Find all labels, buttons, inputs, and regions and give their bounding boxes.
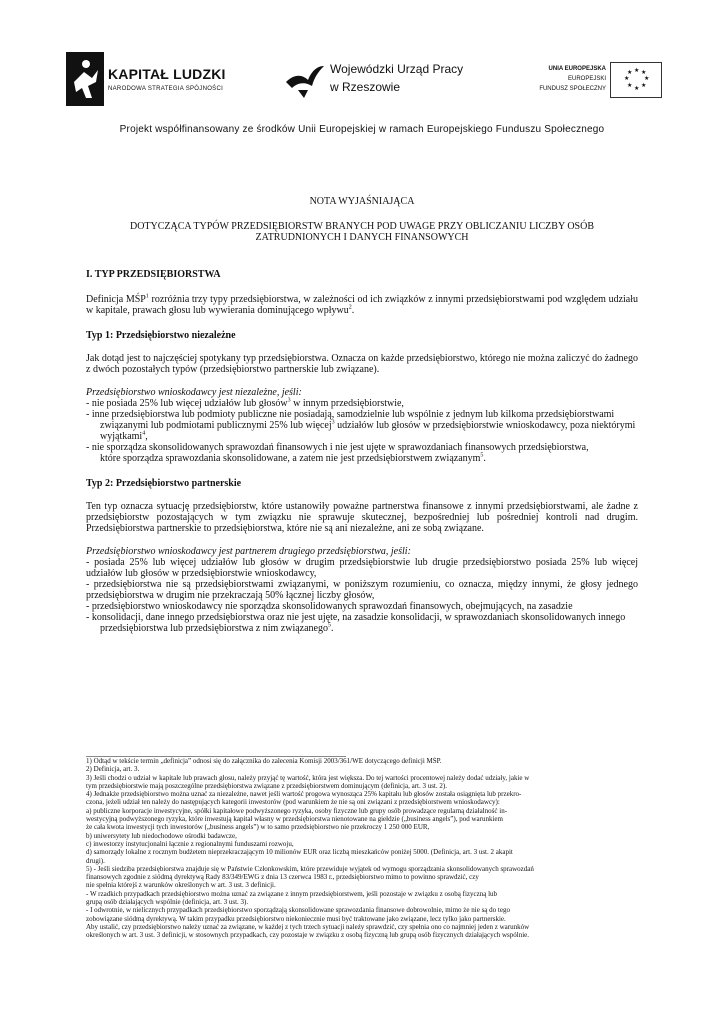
- footnote-line: Aby ustalić, czy przedsiębiorstwo należy uznać za związane, w każdej z tych trzech sytuacji należy sprawdzić, czy spełnia ono co najmniej jeden z warunków: [86, 922, 530, 931]
- cofinancing-banner: Projekt współfinansowany ze środków Unii Europejskiej w ramach Europejskiego Funduszu Społecznego: [119, 124, 605, 135]
- typ1-bullet-3-cont: które sporządza sprawozdania skonsolidowane, a zatem nie jest przedsiębiorstwem związanym$^5$.: [100, 452, 486, 464]
- footnote-line: finansowych zgodnie z siódmą dyrektywą Rady 83/349/EWG z dnia 13 czerwca 1983 r., przedsiębiorstwo mimo to powinno sprawdzić, czy: [86, 873, 479, 882]
- ue-line1: UNIA EUROPEJSKA: [548, 66, 606, 72]
- svg-text:★: ★: [634, 67, 640, 74]
- footnote-line: 4) Jednakże przedsiębiorstwo można uznać za niezależne, nawet jeśli wartość progowa wynosząca 25% kapitału lub głosów została osiągnięta lub przekro-: [86, 790, 522, 799]
- ue-logo: [520, 62, 662, 104]
- footnote-line: 3) Jeśli chodzi o udział w kapitale lub prawach głosu, należy przyjąć tę wartość, która jest większa. Do tej wartości procentowej należy dodać udziały, jakie w: [86, 773, 530, 782]
- typ1-bullet-2c: udziałów lub głosów w przedsiębiorstwie wnioskodawcy, poza niektórymi: [334, 420, 636, 431]
- footnote-line: d) samorządy lokalne z rocznym budżetem nieprzekraczającym 10 milionów EUR oraz liczbą mieszkańców poniżej 5000. (Definicja, art. 3 ust. 2 akapit: [86, 848, 513, 857]
- doc-subtitle-line1: DOTYCZĄCA TYPÓW PRZEDSIĘBIORSTW BRANYCH POD UWAGE PRZY OBLICZANIU LICZBY OSÓB: [129, 221, 594, 232]
- kapital-ludzki-title: KAPITAŁ LUDZKI: [108, 66, 226, 82]
- ue-text-block: [539, 64, 606, 94]
- typ1-condition-intro: Przedsiębiorstwo wnioskodawcy jest niezależne, jeśli:: [86, 387, 302, 398]
- svg-text:★: ★: [627, 69, 633, 76]
- typ1-bullet-2-cont: związanymi lub podmiotami publicznymi 25% lub więcej$^3$ udziałów lub głosów w przedsiębiorstwie wnioskodawcy, poza niektórymi: [100, 419, 636, 431]
- typ2-bullet-5-text: przedsiębiorstwa lub przedsiębiorstwa z nim związanego: [100, 623, 328, 634]
- typ1-bullet-1a: - nie posiada 25% lub więcej udziałów lub głosów: [86, 398, 288, 409]
- footnote-line: grupą osób działających wspólnie (definicja, art. 3 ust. 3).: [86, 898, 249, 907]
- footnote-line: - W rzadkich przypadkach przedsiębiorstwo można uznać za związane z innym przedsiębiorstwem, jeśli pozostaje w związku z osobą fizyczną lub: [86, 889, 498, 898]
- wup-name-line1: Wojewódzki Urząd Pracy: [330, 62, 464, 76]
- footnote-line: nie spełnia którejś z warunków określonych w art. 3 ust. 3 definicji.: [86, 881, 276, 890]
- svg-text:★: ★: [641, 82, 647, 89]
- footnote-line: czona, jeżeli udział ten należy do następujących kategorii inwestorów (pod warunkiem że nie są oni związani z przedsiębiorstwem wnioskodawcy):: [86, 798, 500, 807]
- typ1-bullet-2d: wyjątkami: [100, 431, 143, 442]
- wup-name-line2: w Rzeszowie: [330, 80, 401, 94]
- svg-text:★: ★: [624, 75, 630, 82]
- typ1-bullet-2-end: wyjątkami$^4$,: [100, 430, 148, 442]
- footnote-line: tym przedsiębiorstwie mają poszczególne przedsiębiorstwa związane z przedsiębiorstwem dominującym (definicja, art. 3 ust. 2).: [86, 781, 447, 790]
- doc-title: NOTA WYJAŚNIAJĄCA: [309, 196, 415, 207]
- footnote-line: 2) Definicja, art. 3.: [86, 765, 140, 774]
- kapital-ludzki-logo: [66, 52, 246, 108]
- typ1-heading: Typ 1: Przedsiębiorstwo niezależne: [86, 330, 236, 341]
- svg-text:★: ★: [627, 82, 633, 89]
- footnote-line: - I odwrotnie, w nielicznych przypadkach przedsiębiorstwo sporządzają skonsolidowane sprawozdania finansowe dobrowolnie, mimo że nie są do tego: [86, 906, 510, 915]
- typ2-bullet-5: przedsiębiorstwa lub przedsiębiorstwa z nim związanego$^5$.: [100, 622, 334, 634]
- kapital-ludzki-emblem-icon: [66, 52, 104, 106]
- kapital-ludzki-subtitle: NARODOWA STRATEGIA SPÓJNOŚCI: [108, 86, 224, 92]
- footnote-line: określonych w art. 3 ust. 3 definicji, w stosownych przypadkach, czy pozostaje w związku z osobą fizyczną lub grupą osób fizycznych działających wspólnie.: [86, 931, 529, 940]
- document-body: [86, 196, 638, 634]
- footnote-line: drugi).: [86, 856, 105, 865]
- typ1-bullet-3: - nie sporządza skonsolidowanych sprawozdań finansowych i nie jest ujęte w sprawozdaniach finansowych przedsiębiorstwa,: [86, 442, 589, 453]
- footnote-line: zobowiązane siódmą dyrektywą. W takim przypadku przedsiębiorstwo niekoniecznie musi być traktowane jako związane, lecz tylko jako partnerskie.: [86, 914, 506, 923]
- typ1-bullet-2b: związanymi lub podmiotami publicznymi 25% lub więcej: [100, 420, 332, 431]
- footnotes: [86, 756, 642, 940]
- typ1-bullet-1: - nie posiada 25% lub więcej udziałów lub głosów$^3$ w innym przedsiębiorstwie,: [86, 397, 404, 409]
- typ1-paragraph: Jak dotąd jest to najczęściej spotykany typ przedsiębiorstwa. Oznacza on każde przedsiębiorstwo, którego nie można zaliczyć do żadnego z dwóch pozostałych typów (przedsiębiorstwo partnerskie lub związane).: [86, 353, 638, 375]
- typ2-bullet-1: - posiada 25% lub więcej udziałów lub głosów w drugim przedsiębiorstwie lub drugie przedsiębiorstwo posiada 25% lub więcej udziałów lub głosów w przedsiębiorstwie wnioskodawcy,: [86, 557, 638, 579]
- typ2-bullet-2: - przedsiębiorstwa nie są przedsiębiorstwami związanymi, w poniższym rozumieniu, co oznacza, między innymi, że głosy jednego przedsiębiorstwa w drugim nie przekraczają 50% łącznej liczby głosów,: [86, 579, 638, 601]
- footnote-line: c) inwestorzy instytucjonalni łącznie z regionalnymi funduszami rozwoju,: [86, 839, 294, 848]
- typ1-bullet-2: - inne przedsiębiorstwa lub podmioty publiczne nie posiadają, samodzielnie lub wspólnie z jednym lub kilkoma przedsiębiorstwami: [86, 409, 615, 420]
- typ2-bullet-4: - konsolidacji, dane innego przedsiębiorstwa oraz nie jest ujęte, na zasadzie konsolidacji, w sprawozdaniach skonsolidowanych innego: [86, 612, 626, 623]
- intro-text-a: Definicja MŚP: [86, 294, 146, 305]
- typ2-paragraph: Ten typ oznacza sytuację przedsiębiorstw, które ustanowiły poważne partnerstwa finansowe z innymi przedsiębiorstwami, ale żadne z przedsiębiorstw pozostających w tym związku nie sprawuje skutecznej, bezpośredniej lub pośredniej kontroli nad drugim. Przedsiębiorstwa partnerskie to przedsiębiorstwa, które nie są ani niezależne, ani ze sobą związane.: [86, 501, 638, 534]
- ue-line2: EUROPEJSKI: [567, 76, 606, 82]
- footnote-line: westycyjną podwyższonego ryzyka, które inwestują kapitał własny w przedsiębiorstwa nienotowane na giełdzie („business angels”), pod warunkiem: [86, 815, 503, 824]
- footnote-line: 5) - Jeśli siedziba przedsiębiorstwa znajduje się w Państwie Członkowskim, które przewiduje wyjątek od wymogu sporządzania skonsolidowanych sprawozdań: [86, 864, 534, 873]
- typ2-condition-intro: Przedsiębiorstwo wnioskodawcy jest partnerem drugiego przedsiębiorstwa, jeśli:: [86, 546, 411, 557]
- typ1-bullet-1b: w innym przedsiębiorstwie,: [290, 398, 404, 409]
- svg-text:★: ★: [644, 75, 650, 82]
- section-heading: I. TYP PRZEDSIĘBIORSTWA: [86, 269, 221, 280]
- intro-paragraph: Definicja MŚP$^1$ rozróżnia trzy typy przedsiębiorstwa, w zależności od ich związków z innymi przedsiębiorstwami pod względem udziału w kapitale, prawach głosu lub wywierania dominującego wpływu$^2$.: [86, 293, 638, 316]
- ue-line3: FUNDUSZ SPOŁECZNY: [539, 86, 606, 92]
- typ2-bullet-3: - przedsiębiorstwo wnioskodawcy nie sporządza skonsolidowanych sprawozdań finansowych, obejmujących, na zasadzie: [86, 601, 573, 612]
- footnote-line: 1) Odtąd w tekście termin „definicja” odnosi się do załącznika do zalecenia Komisji 2003/361/WE dotyczącego definicji MŚP.: [86, 757, 442, 765]
- svg-text:★: ★: [634, 85, 640, 92]
- logos-header: [66, 44, 660, 110]
- svg-text:★: ★: [641, 69, 647, 76]
- typ2-heading: Typ 2: Przedsiębiorstwo partnerskie: [86, 478, 242, 489]
- wup-logo: [284, 60, 484, 104]
- footnote-line: a) publiczne korporacje inwestycyjne, spółki kapitałowe podwyższonego ryzyka, osoby fizyczne lub grupy osób prowadzące regularną działalność in-: [86, 806, 508, 815]
- footnote-line: że cała kwota inwestycji tych inwestorów („business angels”) w to samo przedsiębiorstwo nie przekroczy 1 250 000 EUR,: [86, 823, 430, 832]
- doc-subtitle-line2: ZATRUDNIONYCH I DANYCH FINANSOWYCH: [255, 232, 469, 243]
- wup-bird-icon: [284, 60, 326, 100]
- eu-flag-icon: [610, 62, 662, 98]
- typ1-bullet-3b: które sporządza sprawozdania skonsolidowane, a zatem nie jest przedsiębiorstwem związanym: [100, 453, 481, 464]
- footnote-line: b) uniwersytety lub niedochodowe ośrodki badawcze,: [86, 831, 237, 840]
- intro-text-b: rozróżnia trzy typy przedsiębiorstwa, w zależności od ich związków z innymi przedsiębiorstwami pod względem udziału w kapitale, prawach głosu lub wywierania dominującego wpływu: [86, 294, 638, 316]
